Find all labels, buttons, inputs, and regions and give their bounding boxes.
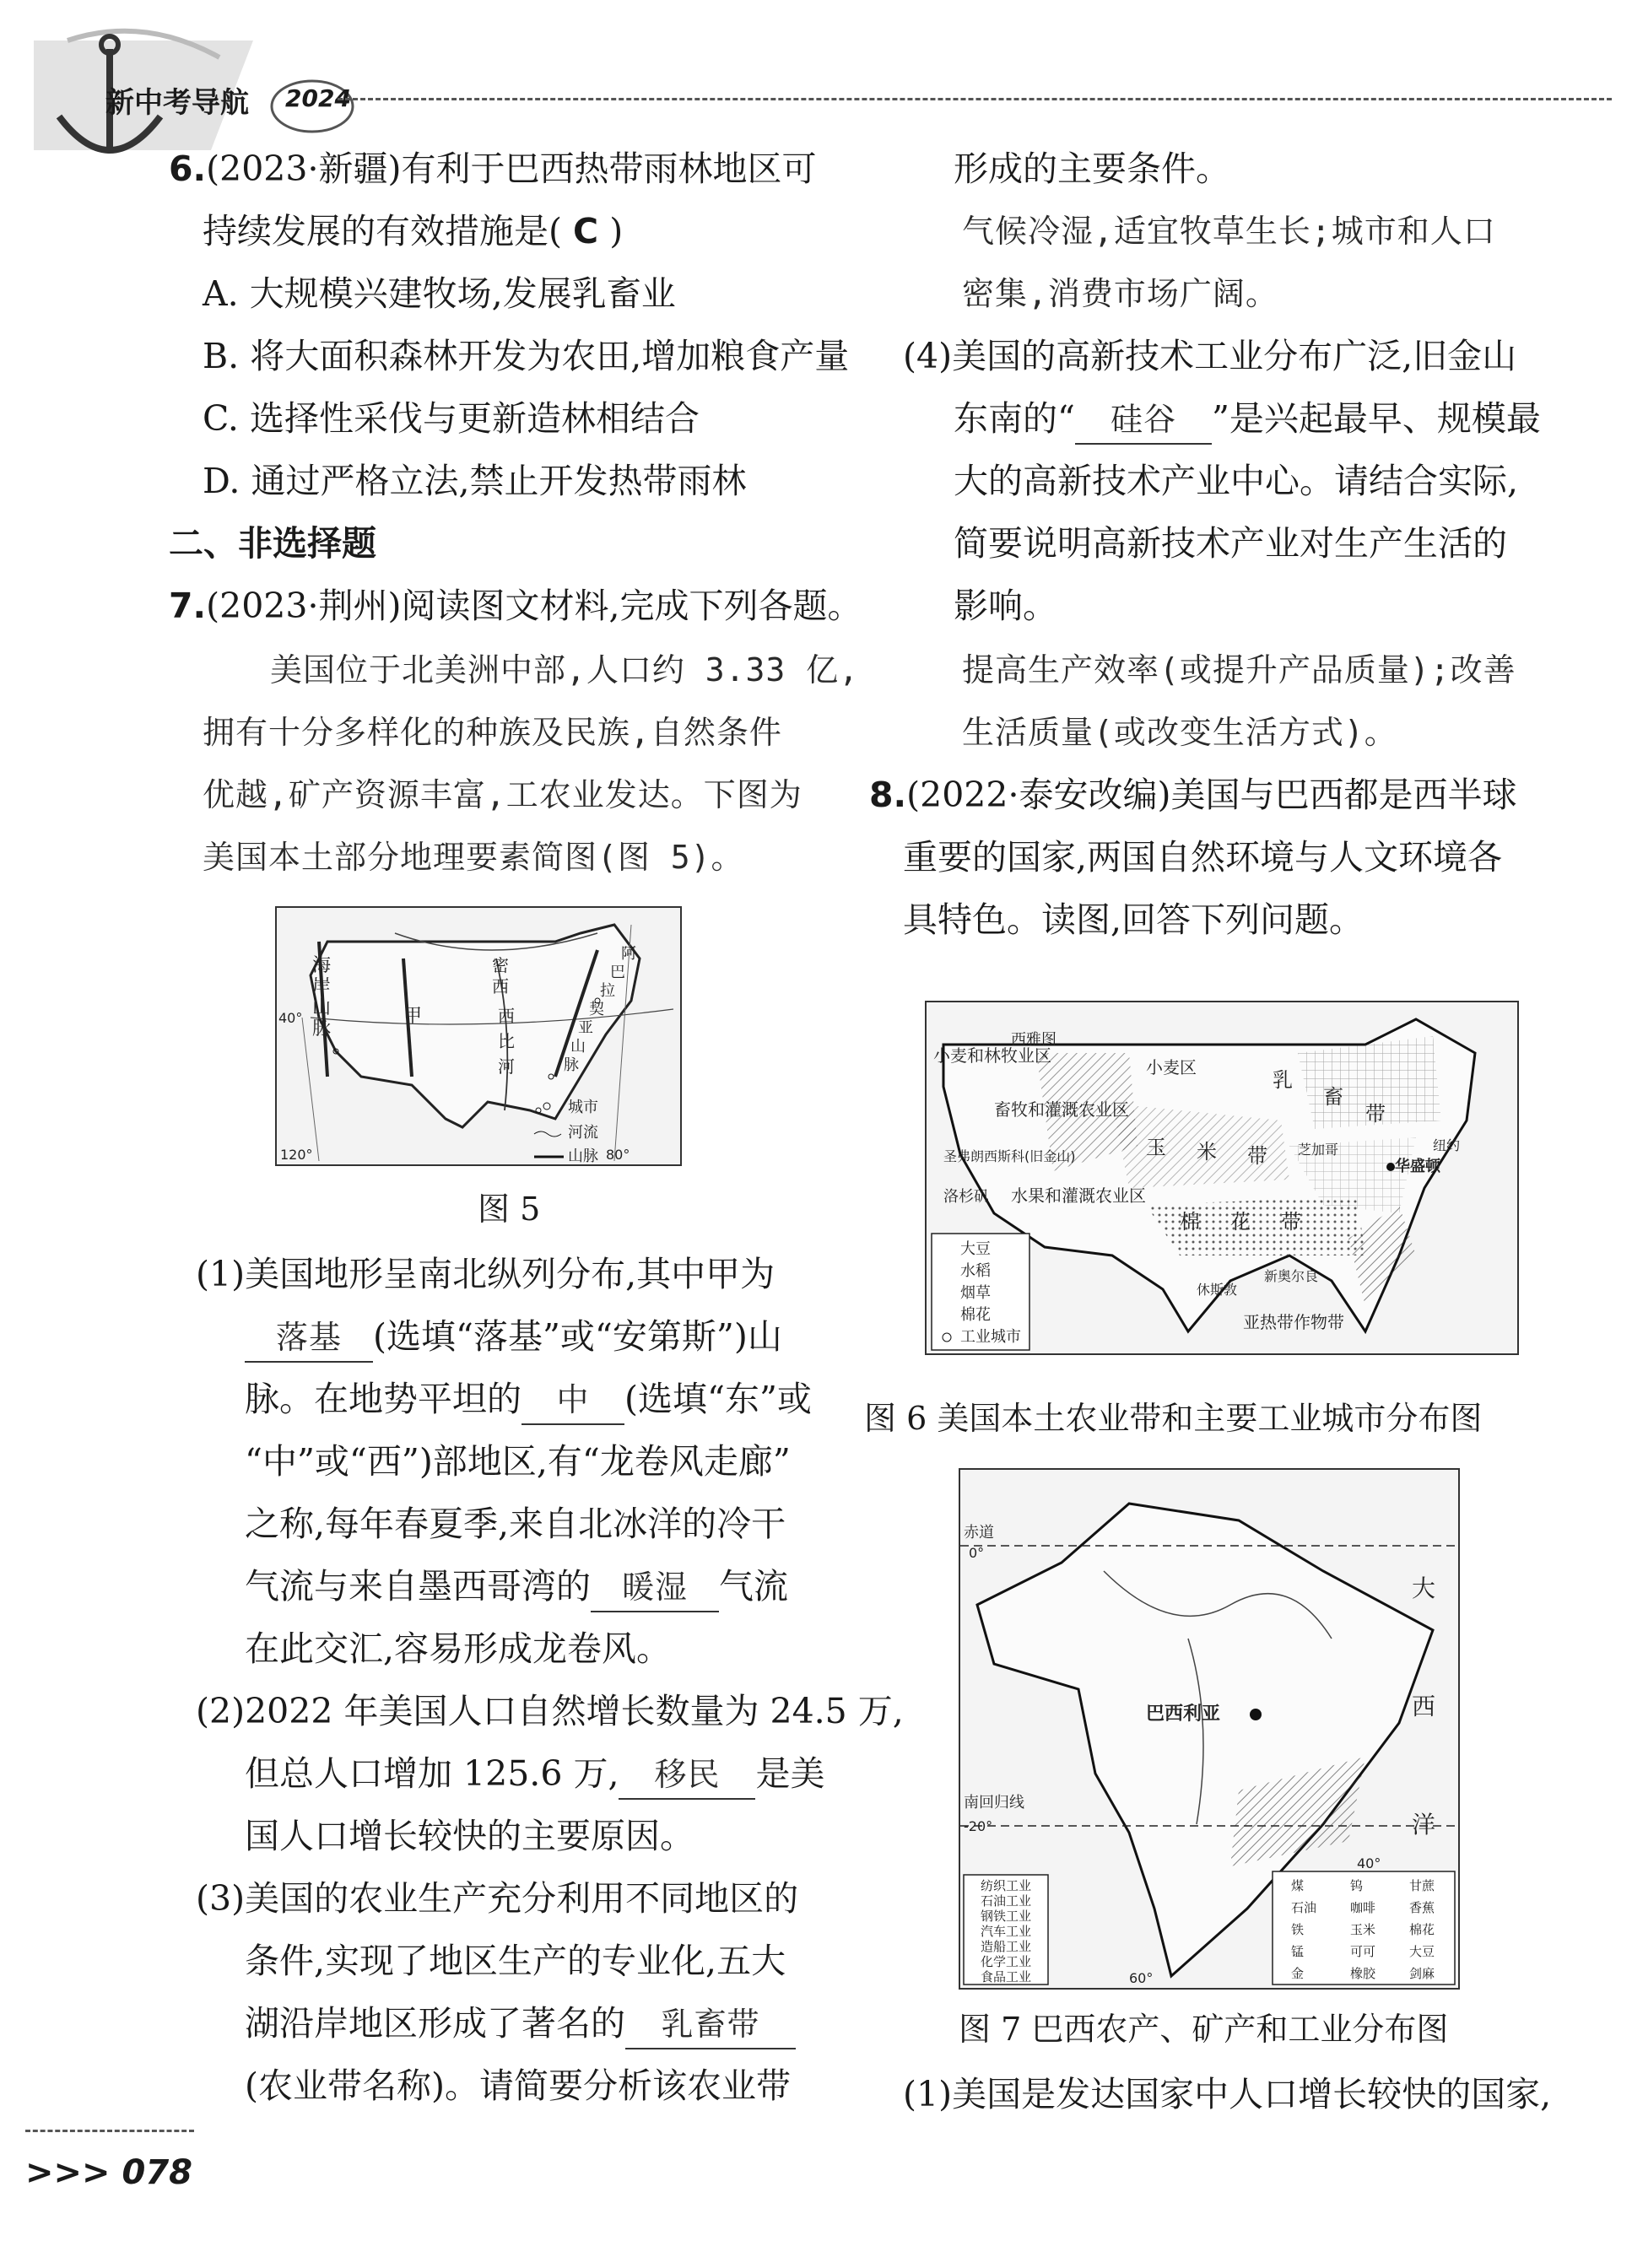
q7-material-line4: 美国本土部分地理要素简图(图 5)。 [203, 839, 744, 876]
q7-sub1-answer3: 暖湿 [591, 1563, 719, 1612]
fig6-label-chu: 畜 [1323, 1085, 1343, 1109]
fig7-legend-coffee: 咖啡 [1350, 1900, 1376, 1915]
figure-5-caption: 图 5 [478, 1191, 541, 1228]
q6-option-d: D. 通过严格立法,禁止开发热带雨林 [203, 461, 747, 501]
brazil-resource-map-icon [960, 1470, 1458, 1988]
q7-sub1-line1: (1)美国地形呈南北纵列分布,其中甲为 [196, 1254, 775, 1294]
fig5-legend-mountain: 山脉 [568, 1148, 598, 1164]
q7-sub3-line1: (3)美国的农业生产充分利用不同地区的 [196, 1878, 799, 1919]
fig5-lat: 40° [278, 1010, 303, 1026]
fig7-legend-petroleum: 石油 [1291, 1900, 1317, 1915]
fig6-legend-industrial-city: 工业城市 [960, 1328, 1021, 1346]
q7-sub3-line2: 条件,实现了地区生产的专业化,五大 [245, 1941, 786, 1981]
q7-material-line3: 优越,矿产资源丰富,工农业发达。下图为 [203, 776, 802, 813]
fig7-legend-soybean: 大豆 [1409, 1944, 1435, 1959]
fig5-label-la: 拉 [600, 982, 615, 1000]
q7-sub3-line4: (农业带名称)。请简要分析该农业带 [245, 2066, 791, 2106]
q7-sub1-answer1: 落基 [245, 1314, 373, 1363]
figure-7-brazil-map [959, 1468, 1460, 1990]
fig7-legend-auto: 汽车工业 [981, 1924, 1032, 1939]
fig7-label-xi: 西 [1412, 1693, 1436, 1720]
fig7-label-0deg: 0° [969, 1545, 985, 1561]
fig7-legend-tungsten: 钨 [1350, 1878, 1364, 1893]
fig6-label-dai2: 带 [1247, 1144, 1267, 1168]
header-divider [338, 98, 1612, 100]
page-number: 078 [122, 2153, 192, 2192]
fig7-legend-shipbuilding: 造船工业 [981, 1939, 1032, 1954]
fig5-legend-river: 河流 [568, 1124, 598, 1142]
fig7-legend-coal: 煤 [1291, 1878, 1305, 1893]
q7-sub2-line1: (2)2022 年美国人口自然增长数量为 24.5 万, [196, 1691, 904, 1731]
fig6-label-fruit: 水果和灌溉农业区 [1011, 1185, 1146, 1206]
fig6-label-washington: 华盛顿 [1395, 1158, 1440, 1175]
fig6-legend-cotton: 棉花 [960, 1306, 991, 1324]
fig7-legend-corn: 玉米 [1350, 1922, 1376, 1937]
fig5-label-shan2: 山 [570, 1038, 586, 1056]
fig7-label-brasilia: 巴西利亚 [1146, 1704, 1221, 1725]
q7-intro: 7.(2023·荆州)阅读图文材料,完成下列各题。 [169, 586, 862, 626]
q7-answer4-line1: 提高生产效率(或提升产品质量);改善 [962, 651, 1516, 688]
fig6-label-subtropical: 亚热带作物带 [1243, 1312, 1344, 1332]
fig7-legend-chemical: 化学工业 [981, 1954, 1032, 1969]
fig6-label-hua: 花 [1230, 1210, 1251, 1234]
q8-sub1-line1: (1)美国是发达国家中人口增长较快的国家, [903, 2074, 1552, 2114]
q7-cont-line1: 形成的主要条件。 [954, 148, 1230, 189]
fig6-label-sanfrancisco: 圣弗朗西斯科(旧金山) [943, 1148, 1076, 1164]
q6-option-b: B. 将大面积森林开发为农田,增加粮食产量 [203, 336, 850, 376]
fig7-label-40deg: 40° [1357, 1855, 1381, 1871]
fig6-label-dai1: 带 [1365, 1102, 1386, 1126]
fig7-label-yang: 洋 [1412, 1811, 1436, 1839]
fig5-lon-120: 120° [280, 1147, 313, 1163]
fig5-label-qi: 契 [589, 1001, 604, 1018]
brasilia-city-icon [1250, 1709, 1262, 1720]
fig6-label-chicago: 芝加哥 [1298, 1142, 1339, 1158]
fig6-legend-tobacco: 烟草 [960, 1284, 991, 1302]
fig7-legend-cocoa: 可可 [1350, 1944, 1376, 1959]
q6-option-a: A. 大规模兴建牧场,发展乳畜业 [203, 273, 676, 314]
fig6-label-yu: 玉 [1146, 1136, 1166, 1159]
fig7-legend-rubber: 橡胶 [1350, 1966, 1376, 1981]
q7-sub4-line4: 简要说明高新技术产业对生产生活的 [954, 523, 1507, 564]
washington-city-icon [1386, 1163, 1395, 1171]
fig5-label-jia: 甲 [403, 1006, 423, 1027]
fig6-label-wheat-forest: 小麦和林牧业区 [933, 1045, 1051, 1066]
fig6-label-neworleans: 新奥尔良 [1264, 1268, 1319, 1284]
fig6-label-mi: 米 [1197, 1140, 1217, 1164]
fig5-label-shan: 山 [312, 997, 332, 1018]
q7-sub1-line5: 之称,每年春夏季,来自北冰洋的冷干 [245, 1504, 786, 1544]
header-year: 2024 [285, 84, 351, 112]
q6-line2: 持续发展的有效措施是( C ) [203, 211, 624, 251]
fig6-label-mian: 棉 [1180, 1210, 1200, 1234]
q7-material-line2: 拥有十分多样化的种族及民族,自然条件 [203, 714, 782, 751]
header-brand: 新中考导航 [105, 86, 249, 120]
q6-line1: 6.(2023·新疆)有利于巴西热带雨林地区可 [169, 148, 817, 189]
fig6-label-losangeles: 洛杉矶 [943, 1188, 989, 1206]
q6-answer: C [573, 211, 599, 251]
fig7-label-tropic: 南回归线 [964, 1794, 1024, 1812]
q7-sub4-line1: (4)美国的高新技术工业分布广泛,旧金山 [903, 336, 1517, 376]
fig7-legend-gold: 金 [1291, 1966, 1305, 1981]
fig7-legend-sugarcane: 甘蔗 [1409, 1878, 1435, 1893]
q7-sub2-answer: 移民 [619, 1751, 755, 1800]
figure-6-caption: 图 6 美国本土农业带和主要工业城市分布图 [864, 1400, 1483, 1437]
fig5-label-hai: 海 [312, 955, 332, 976]
figure-7-caption: 图 7 巴西农产、矿产和工业分布图 [959, 2011, 1449, 2048]
q7-sub4-line3: 大的高新技术产业中心。请结合实际, [954, 461, 1519, 501]
fig7-legend-iron: 铁 [1291, 1922, 1305, 1937]
q8-line3: 具特色。读图,回答下列问题。 [903, 899, 1365, 940]
fig6-label-ru: 乳 [1273, 1068, 1293, 1092]
fig6-legend-rice: 水稻 [960, 1262, 991, 1280]
usa-agriculture-map-icon [927, 1002, 1517, 1353]
q7-sub1-line2: 落基 (选填“落基”或“安第斯”)山 [245, 1313, 782, 1363]
q7-sub4-line5: 影响。 [954, 586, 1057, 626]
fig5-label-mai: 脉 [312, 1018, 332, 1040]
footer-divider [25, 2130, 194, 2132]
q7-answer4-line2: 生活质量(或改变生活方式)。 [962, 714, 1397, 751]
q8-line2: 重要的国家,两国自然环境与人文环境各 [903, 837, 1503, 878]
fig7-legend-cotton: 棉花 [1409, 1922, 1435, 1937]
fig5-label-ba: 巴 [610, 964, 625, 981]
fig6-label-wheat: 小麦区 [1146, 1057, 1197, 1077]
fig5-label-he: 河 [498, 1056, 515, 1077]
fig5-label-xi2: 西 [498, 1006, 515, 1026]
fig5-label-mai2: 脉 [564, 1056, 579, 1074]
fig5-label-a: 阿 [621, 945, 636, 963]
fig5-lon-80: 80° [606, 1147, 630, 1163]
fig7-legend-textile: 纺织工业 [981, 1878, 1032, 1893]
q7-sub2-line3: 国人口增长较快的主要原因。 [245, 1816, 694, 1856]
fig5-label-ya: 亚 [578, 1019, 593, 1037]
fig5-label-mi: 密 [492, 955, 509, 975]
fig5-label-xi1: 西 [492, 976, 509, 996]
fig6-label-seattle: 西雅图 [1011, 1031, 1056, 1049]
footer-arrows-icon: >>> [25, 2153, 111, 2192]
fig7-label-minus20: -20° [964, 1818, 993, 1834]
q7-sub1-line7: 在此交汇,容易形成龙卷风。 [245, 1628, 672, 1669]
q7-sub4-line2: 东南的“ 硅谷 ”是兴起最早、规模最 [954, 395, 1541, 445]
q7-answer3-line1: 气候冷湿,适宜牧草生长;城市和人口 [962, 213, 1496, 250]
fig7-legend-banana: 香蕉 [1409, 1900, 1435, 1915]
fig6-label-dai3: 带 [1281, 1210, 1301, 1234]
figure-5-usa-map [275, 906, 682, 1166]
fig6-label-houston: 休斯敦 [1197, 1282, 1238, 1298]
footer-page [25, 2153, 192, 2192]
q7-sub4-answer: 硅谷 [1075, 396, 1212, 445]
fig7-label-da: 大 [1412, 1574, 1436, 1602]
fig7-legend-steel: 钢铁工业 [981, 1909, 1032, 1924]
q7-sub1-line3: 脉。在地势平坦的 中 (选填“东”或 [245, 1375, 812, 1425]
q7-sub3-answer: 乳畜带 [625, 2001, 796, 2049]
section-heading: 二、非选择题 [169, 523, 376, 564]
usa-terrain-map-icon [277, 908, 680, 1164]
q7-sub3-line3: 湖沿岸地区形成了著名的 乳畜带 [245, 2000, 796, 2049]
fig5-label-an: 岸 [312, 976, 332, 997]
q6-option-c: C. 选择性采伐与更新造林相结合 [203, 398, 700, 439]
q7-material-line1: 美国位于北美洲中部,人口约 3.33 亿, [270, 651, 860, 688]
q7-sub1-line6: 气流与来自墨西哥湾的 暖湿 气流 [245, 1563, 788, 1612]
q8-line1: 8.(2022·泰安改编)美国与巴西都是西半球 [869, 775, 1517, 815]
fig7-legend-manganese: 锰 [1291, 1944, 1305, 1959]
fig6-label-livestock: 畜牧和灌溉农业区 [994, 1099, 1129, 1120]
q7-sub2-line2: 但总人口增加 125.6 万, 移民 是美 [245, 1750, 824, 1800]
fig6-legend-soybean: 大豆 [960, 1240, 991, 1258]
fig7-label-equator: 赤道 [964, 1524, 994, 1542]
figure-6-usa-agriculture-map [925, 1001, 1519, 1355]
q7-sub1-answer2: 中 [521, 1376, 624, 1425]
fig7-legend-sisal: 剑麻 [1409, 1966, 1435, 1981]
fig5-legend-city: 城市 [568, 1099, 598, 1116]
q7-sub1-line4: “中”或“西”)部地区,有“龙卷风走廊” [245, 1441, 791, 1482]
fig7-legend-oil-industry: 石油工业 [981, 1893, 1032, 1909]
fig6-label-newyork: 纽约 [1433, 1137, 1461, 1153]
q7-answer3-line2: 密集,消费市场广阔。 [962, 275, 1278, 312]
fig7-label-60deg: 60° [1129, 1970, 1154, 1986]
fig7-legend-food: 食品工业 [981, 1969, 1032, 1984]
fig5-label-bi: 比 [498, 1031, 515, 1051]
